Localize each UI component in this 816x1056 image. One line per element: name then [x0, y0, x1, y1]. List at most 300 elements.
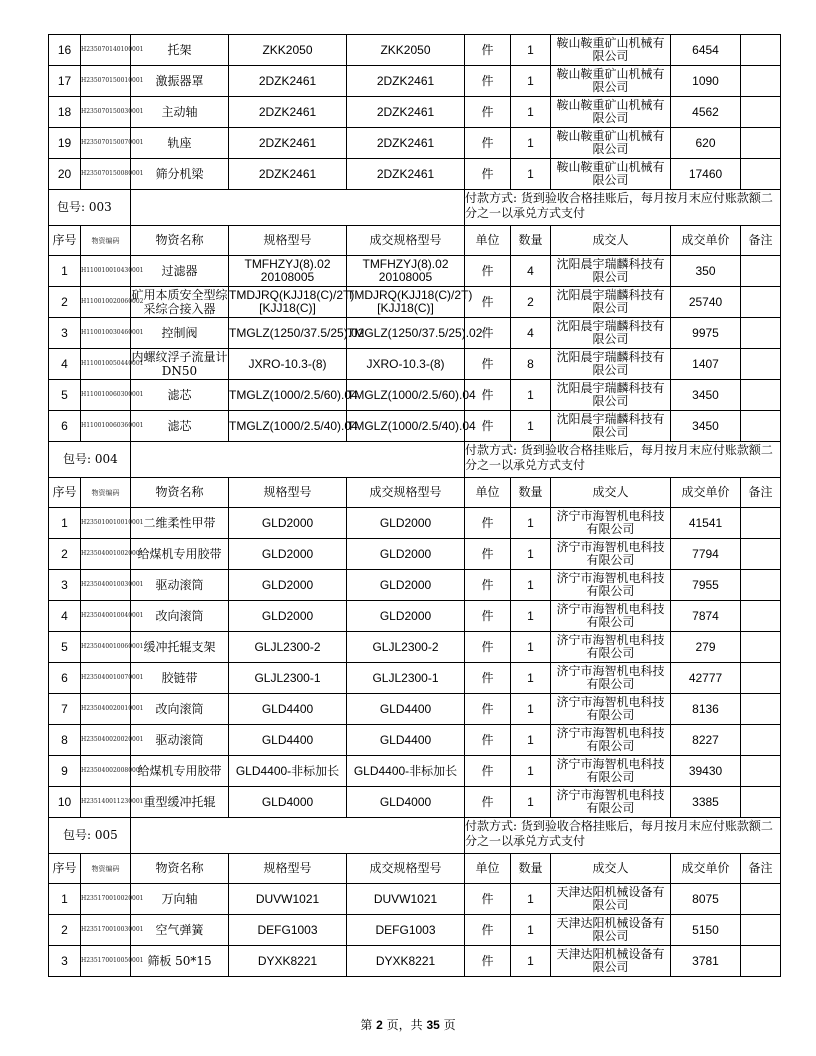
vendor-cell: 济宁市海智机电科技有限公司 — [551, 539, 671, 570]
qty-cell: 1 — [511, 411, 551, 442]
material-code-cell: H235040020010001 — [81, 694, 131, 725]
seq-cell: 3 — [49, 318, 81, 349]
material-name-cell: 滤芯 — [131, 411, 229, 442]
deal-spec-cell: GLD2000 — [347, 539, 465, 570]
material-code-cell: H235010010010001 — [81, 508, 131, 539]
deal-spec-cell: GLJL2300-1 — [347, 663, 465, 694]
seq-cell: 7 — [49, 694, 81, 725]
price-cell: 3781 — [671, 946, 741, 977]
unit-cell: 件 — [465, 915, 511, 946]
note-cell — [741, 539, 781, 570]
qty-cell: 1 — [511, 508, 551, 539]
deal-spec-cell: TMDJRQ(KJJ18(C)/2T)[KJJ18(C)] — [347, 287, 465, 318]
price-cell: 620 — [671, 128, 741, 159]
package-spacer — [131, 442, 465, 478]
material-name-cell: 重型缓冲托辊 — [131, 787, 229, 818]
vendor-cell: 济宁市海智机电科技有限公司 — [551, 756, 671, 787]
price-cell: 7874 — [671, 601, 741, 632]
unit-cell: 件 — [465, 601, 511, 632]
material-name-cell: 矿用本质安全型综采综合接入器 — [131, 288, 228, 316]
material-name-cell: 筛分机梁 — [131, 159, 229, 190]
column-header-row — [49, 478, 781, 508]
vendor-cell: 沈阳晨宇瑞麟科技有限公司 — [551, 380, 671, 411]
unit-cell: 件 — [465, 128, 511, 159]
material-name-cell: 主动轴 — [131, 97, 229, 128]
column-header-spec: 规格型号 — [229, 226, 347, 256]
deal-spec-cell: GLD4000 — [347, 787, 465, 818]
material-name-cell: 轨座 — [131, 128, 229, 159]
material-name-cell: 空气弹簧 — [131, 915, 229, 946]
spec-cell: TMFHZYJ(8).02 20108005 — [229, 256, 347, 287]
material-code-cell: H235170010020001 — [81, 884, 131, 915]
table-row — [49, 915, 781, 946]
material-code-cell: H110010020060002 — [81, 287, 131, 318]
deal-spec-cell: GLD4400 — [347, 694, 465, 725]
note-cell — [741, 380, 781, 411]
material-name-cell: 控制阀 — [131, 318, 229, 349]
table-row — [49, 725, 781, 756]
vendor-cell: 济宁市海智机电科技有限公司 — [551, 632, 671, 663]
qty-cell: 4 — [511, 256, 551, 287]
material-code-cell: H235040020080001 — [81, 756, 131, 787]
vendor-cell: 济宁市海智机电科技有限公司 — [551, 570, 671, 601]
table-row — [49, 128, 781, 159]
payment-terms: 付款方式: 货到验收合格挂账后，每月按月末应付账款额二分之一以承兑方式支付 — [465, 818, 781, 854]
column-header-seq: 序号 — [49, 226, 81, 256]
deal-spec-cell: GLD2000 — [347, 570, 465, 601]
qty-cell: 1 — [511, 601, 551, 632]
deal-spec-cell: DEFG1003 — [347, 915, 465, 946]
seq-cell: 2 — [49, 287, 81, 318]
table-row — [49, 411, 781, 442]
deal-spec-cell: GLD2000 — [347, 601, 465, 632]
spec-cell: DEFG1003 — [229, 915, 347, 946]
spec-cell: TMGLZ(1250/37.5/25).02 — [229, 318, 347, 349]
material-code-cell: H235040010040001 — [81, 601, 131, 632]
material-name-cell: 改向滚筒 — [131, 694, 229, 725]
package-row — [49, 190, 781, 226]
note-cell — [741, 756, 781, 787]
seq-cell: 17 — [49, 66, 81, 97]
material-code-cell: H235140011230001 — [81, 787, 131, 818]
note-cell — [741, 884, 781, 915]
material-name-cell: 滤芯 — [131, 380, 229, 411]
spec-cell: GLJL2300-2 — [229, 632, 347, 663]
seq-cell: 1 — [49, 256, 81, 287]
price-cell: 8075 — [671, 884, 741, 915]
payment-terms: 付款方式: 货到验收合格挂账后，每月按月末应付账款额二分之一以承兑方式支付 — [465, 442, 781, 478]
vendor-cell: 沈阳晨宇瑞麟科技有限公司 — [551, 318, 671, 349]
column-header-note: 备注 — [741, 854, 781, 884]
package-spacer — [131, 190, 465, 226]
unit-cell: 件 — [465, 256, 511, 287]
material-name-cell: 激振器罩 — [131, 66, 229, 97]
unit-cell: 件 — [465, 663, 511, 694]
price-cell: 4562 — [671, 97, 741, 128]
seq-cell: 5 — [49, 632, 81, 663]
spec-cell: GLD4400-非标加长 — [229, 756, 347, 787]
deal-spec-cell: DYXK8221 — [347, 946, 465, 977]
column-header-deal_spec: 成交规格型号 — [347, 854, 465, 884]
package-label: 包号: 003 — [49, 190, 131, 226]
vendor-cell: 济宁市海智机电科技有限公司 — [551, 663, 671, 694]
material-name-cell: 内螺纹浮子流量计DN50 — [131, 350, 228, 378]
material-code-cell: H235070150080001 — [81, 159, 131, 190]
vendor-cell: 天津达阳机械设备有限公司 — [551, 946, 671, 977]
qty-cell: 1 — [511, 35, 551, 66]
material-name-cell: 万向轴 — [131, 884, 229, 915]
note-cell — [741, 159, 781, 190]
unit-cell: 件 — [465, 694, 511, 725]
material-code-cell: H235040010070001 — [81, 663, 131, 694]
vendor-cell: 天津达阳机械设备有限公司 — [551, 915, 671, 946]
table-row — [49, 756, 781, 787]
column-header-name: 物资名称 — [131, 478, 229, 508]
seq-cell: 9 — [49, 756, 81, 787]
material-name-cell: 过滤器 — [131, 256, 229, 287]
table-row — [49, 318, 781, 349]
unit-cell: 件 — [465, 539, 511, 570]
material-code-cell: H235040010020001 — [81, 539, 131, 570]
note-cell — [741, 287, 781, 318]
column-header-code: 物资编码 — [81, 854, 131, 884]
material-code-cell: H110010030460001 — [81, 318, 131, 349]
material-name-cell: 驱动滚筒 — [131, 570, 229, 601]
vendor-cell: 鞍山鞍重矿山机械有限公司 — [551, 66, 671, 97]
spec-cell: DUVW1021 — [229, 884, 347, 915]
seq-cell: 4 — [49, 601, 81, 632]
qty-cell: 1 — [511, 97, 551, 128]
note-cell — [741, 256, 781, 287]
material-name-cell: 缓冲托辊支架 — [131, 632, 229, 663]
price-cell: 7955 — [671, 570, 741, 601]
unit-cell: 件 — [465, 35, 511, 66]
column-header-note: 备注 — [741, 478, 781, 508]
price-cell: 9975 — [671, 318, 741, 349]
qty-cell: 1 — [511, 128, 551, 159]
price-cell: 1407 — [671, 349, 741, 380]
column-header-qty: 数量 — [511, 226, 551, 256]
qty-cell: 1 — [511, 159, 551, 190]
vendor-cell: 济宁市海智机电科技有限公司 — [551, 725, 671, 756]
note-cell — [741, 946, 781, 977]
unit-cell: 件 — [465, 318, 511, 349]
deal-spec-cell: 2DZK2461 — [347, 159, 465, 190]
column-header-code: 物资编码 — [81, 226, 131, 256]
price-cell: 3450 — [671, 411, 741, 442]
note-cell — [741, 663, 781, 694]
vendor-cell: 天津达阳机械设备有限公司 — [551, 884, 671, 915]
material-code-cell: H235170010050001 — [81, 946, 131, 977]
unit-cell: 件 — [465, 632, 511, 663]
material-name-cell: 驱动滚筒 — [131, 725, 229, 756]
price-cell: 39430 — [671, 756, 741, 787]
deal-spec-cell: 2DZK2461 — [347, 97, 465, 128]
material-name-cell: 胶链带 — [131, 663, 229, 694]
material-code-cell: H110010060360001 — [81, 411, 131, 442]
column-header-price: 成交单价 — [671, 478, 741, 508]
spec-cell: GLJL2300-1 — [229, 663, 347, 694]
qty-cell: 1 — [511, 756, 551, 787]
table-row — [49, 787, 781, 818]
spec-cell: GLD4000 — [229, 787, 347, 818]
table-row — [49, 256, 781, 287]
price-cell: 25740 — [671, 287, 741, 318]
material-code-cell: H110010060300001 — [81, 380, 131, 411]
qty-cell: 1 — [511, 570, 551, 601]
price-cell: 3450 — [671, 380, 741, 411]
unit-cell: 件 — [465, 508, 511, 539]
note-cell — [741, 35, 781, 66]
qty-cell: 1 — [511, 694, 551, 725]
spec-cell: TMGLZ(1000/2.5/60).04 — [229, 380, 347, 411]
column-header-price: 成交单价 — [671, 854, 741, 884]
note-cell — [741, 97, 781, 128]
seq-cell: 6 — [49, 663, 81, 694]
column-header-vendor: 成交人 — [551, 226, 671, 256]
table-row — [49, 601, 781, 632]
spec-cell: GLD4400 — [229, 694, 347, 725]
seq-cell: 1 — [49, 884, 81, 915]
qty-cell: 1 — [511, 946, 551, 977]
unit-cell: 件 — [465, 884, 511, 915]
unit-cell: 件 — [465, 570, 511, 601]
qty-cell: 1 — [511, 725, 551, 756]
material-name-cell: 托架 — [131, 35, 229, 66]
note-cell — [741, 725, 781, 756]
package-row — [49, 442, 781, 478]
vendor-cell: 沈阳晨宇瑞麟科技有限公司 — [551, 349, 671, 380]
unit-cell: 件 — [465, 411, 511, 442]
column-header-deal_spec: 成交规格型号 — [347, 226, 465, 256]
table-row — [49, 632, 781, 663]
price-cell: 1090 — [671, 66, 741, 97]
table-row — [49, 97, 781, 128]
note-cell — [741, 570, 781, 601]
note-cell — [741, 411, 781, 442]
material-code-cell: H235070150010001 — [81, 66, 131, 97]
seq-cell: 3 — [49, 946, 81, 977]
spec-cell: GLD2000 — [229, 601, 347, 632]
deal-spec-cell: TMGLZ(1000/2.5/40).04 — [347, 411, 465, 442]
vendor-cell: 鞍山鞍重矿山机械有限公司 — [551, 97, 671, 128]
spec-cell: GLD4400 — [229, 725, 347, 756]
table-row — [49, 35, 781, 66]
deal-spec-cell: GLJL2300-2 — [347, 632, 465, 663]
column-header-vendor: 成交人 — [551, 854, 671, 884]
table-row — [49, 539, 781, 570]
spec-cell: JXRO-10.3-(8) — [229, 349, 347, 380]
material-name-cell: 改向滚筒 — [131, 601, 229, 632]
column-header-unit: 单位 — [465, 854, 511, 884]
column-header-code: 物资编码 — [81, 478, 131, 508]
note-cell — [741, 787, 781, 818]
seq-cell: 6 — [49, 411, 81, 442]
table-row — [49, 508, 781, 539]
vendor-cell: 济宁市海智机电科技有限公司 — [551, 508, 671, 539]
qty-cell: 1 — [511, 380, 551, 411]
material-code-cell: H235040020020001 — [81, 725, 131, 756]
unit-cell: 件 — [465, 66, 511, 97]
material-code-cell: H110010010430001 — [81, 256, 131, 287]
table-row — [49, 66, 781, 97]
vendor-cell: 济宁市海智机电科技有限公司 — [551, 694, 671, 725]
qty-cell: 1 — [511, 539, 551, 570]
package-row — [49, 818, 781, 854]
unit-cell: 件 — [465, 787, 511, 818]
price-cell: 3385 — [671, 787, 741, 818]
price-cell: 350 — [671, 256, 741, 287]
material-name-cell: 二维柔性甲带 — [131, 508, 229, 539]
deal-spec-cell: TMGLZ(1000/2.5/60).04 — [347, 380, 465, 411]
payment-terms: 付款方式: 货到验收合格挂账后，每月按月末应付账款额二分之一以承兑方式支付 — [465, 190, 781, 226]
material-code-cell: H235070150030001 — [81, 97, 131, 128]
column-header-spec: 规格型号 — [229, 854, 347, 884]
unit-cell: 件 — [465, 349, 511, 380]
procurement-results-table — [48, 34, 781, 977]
note-cell — [741, 318, 781, 349]
qty-cell: 2 — [511, 287, 551, 318]
spec-cell: DYXK8221 — [229, 946, 347, 977]
material-code-cell: H235070150070001 — [81, 128, 131, 159]
spec-cell: 2DZK2461 — [229, 66, 347, 97]
column-header-row — [49, 854, 781, 884]
column-header-seq: 序号 — [49, 478, 81, 508]
material-name-cell: 给煤机专用胶带 — [131, 539, 229, 570]
deal-spec-cell: TMGLZ(1250/37.5/25).02 — [347, 318, 465, 349]
seq-cell: 10 — [49, 787, 81, 818]
unit-cell: 件 — [465, 380, 511, 411]
column-header-row — [49, 226, 781, 256]
seq-cell: 2 — [49, 915, 81, 946]
column-header-price: 成交单价 — [671, 226, 741, 256]
qty-cell: 1 — [511, 66, 551, 97]
price-cell: 8136 — [671, 694, 741, 725]
table-row — [49, 694, 781, 725]
price-cell: 42777 — [671, 663, 741, 694]
qty-cell: 1 — [511, 663, 551, 694]
deal-spec-cell: ZKK2050 — [347, 35, 465, 66]
column-header-name: 物资名称 — [131, 854, 229, 884]
note-cell — [741, 915, 781, 946]
column-header-deal_spec: 成交规格型号 — [347, 478, 465, 508]
spec-cell: GLD2000 — [229, 570, 347, 601]
table-row — [49, 884, 781, 915]
price-cell: 7794 — [671, 539, 741, 570]
package-label: 包号: 005 — [49, 818, 131, 854]
column-header-qty: 数量 — [511, 854, 551, 884]
column-header-vendor: 成交人 — [551, 478, 671, 508]
material-code-cell: H110010050440001 — [81, 349, 131, 380]
unit-cell: 件 — [465, 725, 511, 756]
price-cell: 41541 — [671, 508, 741, 539]
spec-cell: 2DZK2461 — [229, 159, 347, 190]
vendor-cell: 沈阳晨宇瑞麟科技有限公司 — [551, 287, 671, 318]
note-cell — [741, 349, 781, 380]
seq-cell: 8 — [49, 725, 81, 756]
column-header-unit: 单位 — [465, 478, 511, 508]
price-cell: 6454 — [671, 35, 741, 66]
spec-cell: 2DZK2461 — [229, 128, 347, 159]
qty-cell: 1 — [511, 915, 551, 946]
column-header-note: 备注 — [741, 226, 781, 256]
seq-cell: 18 — [49, 97, 81, 128]
seq-cell: 2 — [49, 539, 81, 570]
price-cell: 8227 — [671, 725, 741, 756]
seq-cell: 3 — [49, 570, 81, 601]
deal-spec-cell: GLD4400 — [347, 725, 465, 756]
qty-cell: 4 — [511, 318, 551, 349]
qty-cell: 8 — [511, 349, 551, 380]
seq-cell: 4 — [49, 349, 81, 380]
vendor-cell: 济宁市海智机电科技有限公司 — [551, 787, 671, 818]
deal-spec-cell: GLD4400-非标加长 — [347, 756, 465, 787]
package-spacer — [131, 818, 465, 854]
unit-cell: 件 — [465, 756, 511, 787]
seq-cell: 20 — [49, 159, 81, 190]
unit-cell: 件 — [465, 287, 511, 318]
table-row — [49, 946, 781, 977]
qty-cell: 1 — [511, 787, 551, 818]
seq-cell: 1 — [49, 508, 81, 539]
column-header-spec: 规格型号 — [229, 478, 347, 508]
spec-cell: TMDJRQ(KJJ18(C)/2T)[KJJ18(C)] — [229, 287, 347, 318]
note-cell — [741, 601, 781, 632]
note-cell — [741, 508, 781, 539]
unit-cell: 件 — [465, 946, 511, 977]
deal-spec-cell: 2DZK2461 — [347, 128, 465, 159]
table-row — [49, 663, 781, 694]
material-code-cell: H235040010060001 — [81, 632, 131, 663]
spec-cell: ZKK2050 — [229, 35, 347, 66]
unit-cell: 件 — [465, 97, 511, 128]
column-header-name: 物资名称 — [131, 226, 229, 256]
spec-cell: GLD2000 — [229, 508, 347, 539]
material-name-cell: 筛板 50*15 — [131, 946, 229, 977]
price-cell: 279 — [671, 632, 741, 663]
spec-cell: GLD2000 — [229, 539, 347, 570]
seq-cell: 19 — [49, 128, 81, 159]
table-row — [49, 570, 781, 601]
material-name-cell: 给煤机专用胶带 — [131, 756, 229, 787]
table-row — [49, 287, 781, 318]
vendor-cell: 鞍山鞍重矿山机械有限公司 — [551, 128, 671, 159]
table-row — [49, 349, 781, 380]
vendor-cell: 鞍山鞍重矿山机械有限公司 — [551, 35, 671, 66]
page-footer: 第 2 页，共 35 页 — [360, 1018, 456, 1032]
price-cell: 17460 — [671, 159, 741, 190]
qty-cell: 1 — [511, 632, 551, 663]
table-row — [49, 159, 781, 190]
material-code-cell: H235170010030001 — [81, 915, 131, 946]
vendor-cell: 沈阳晨宇瑞麟科技有限公司 — [551, 256, 671, 287]
seq-cell: 5 — [49, 380, 81, 411]
vendor-cell: 济宁市海智机电科技有限公司 — [551, 601, 671, 632]
deal-spec-cell: DUVW1021 — [347, 884, 465, 915]
column-header-unit: 单位 — [465, 226, 511, 256]
unit-cell: 件 — [465, 159, 511, 190]
vendor-cell: 鞍山鞍重矿山机械有限公司 — [551, 159, 671, 190]
column-header-seq: 序号 — [49, 854, 81, 884]
deal-spec-cell: TMFHZYJ(8).02 20108005 — [347, 256, 465, 287]
material-code-cell: H235070140100001 — [81, 35, 131, 66]
note-cell — [741, 632, 781, 663]
note-cell — [741, 128, 781, 159]
spec-cell: 2DZK2461 — [229, 97, 347, 128]
vendor-cell: 沈阳晨宇瑞麟科技有限公司 — [551, 411, 671, 442]
table-row — [49, 380, 781, 411]
deal-spec-cell: JXRO-10.3-(8) — [347, 349, 465, 380]
